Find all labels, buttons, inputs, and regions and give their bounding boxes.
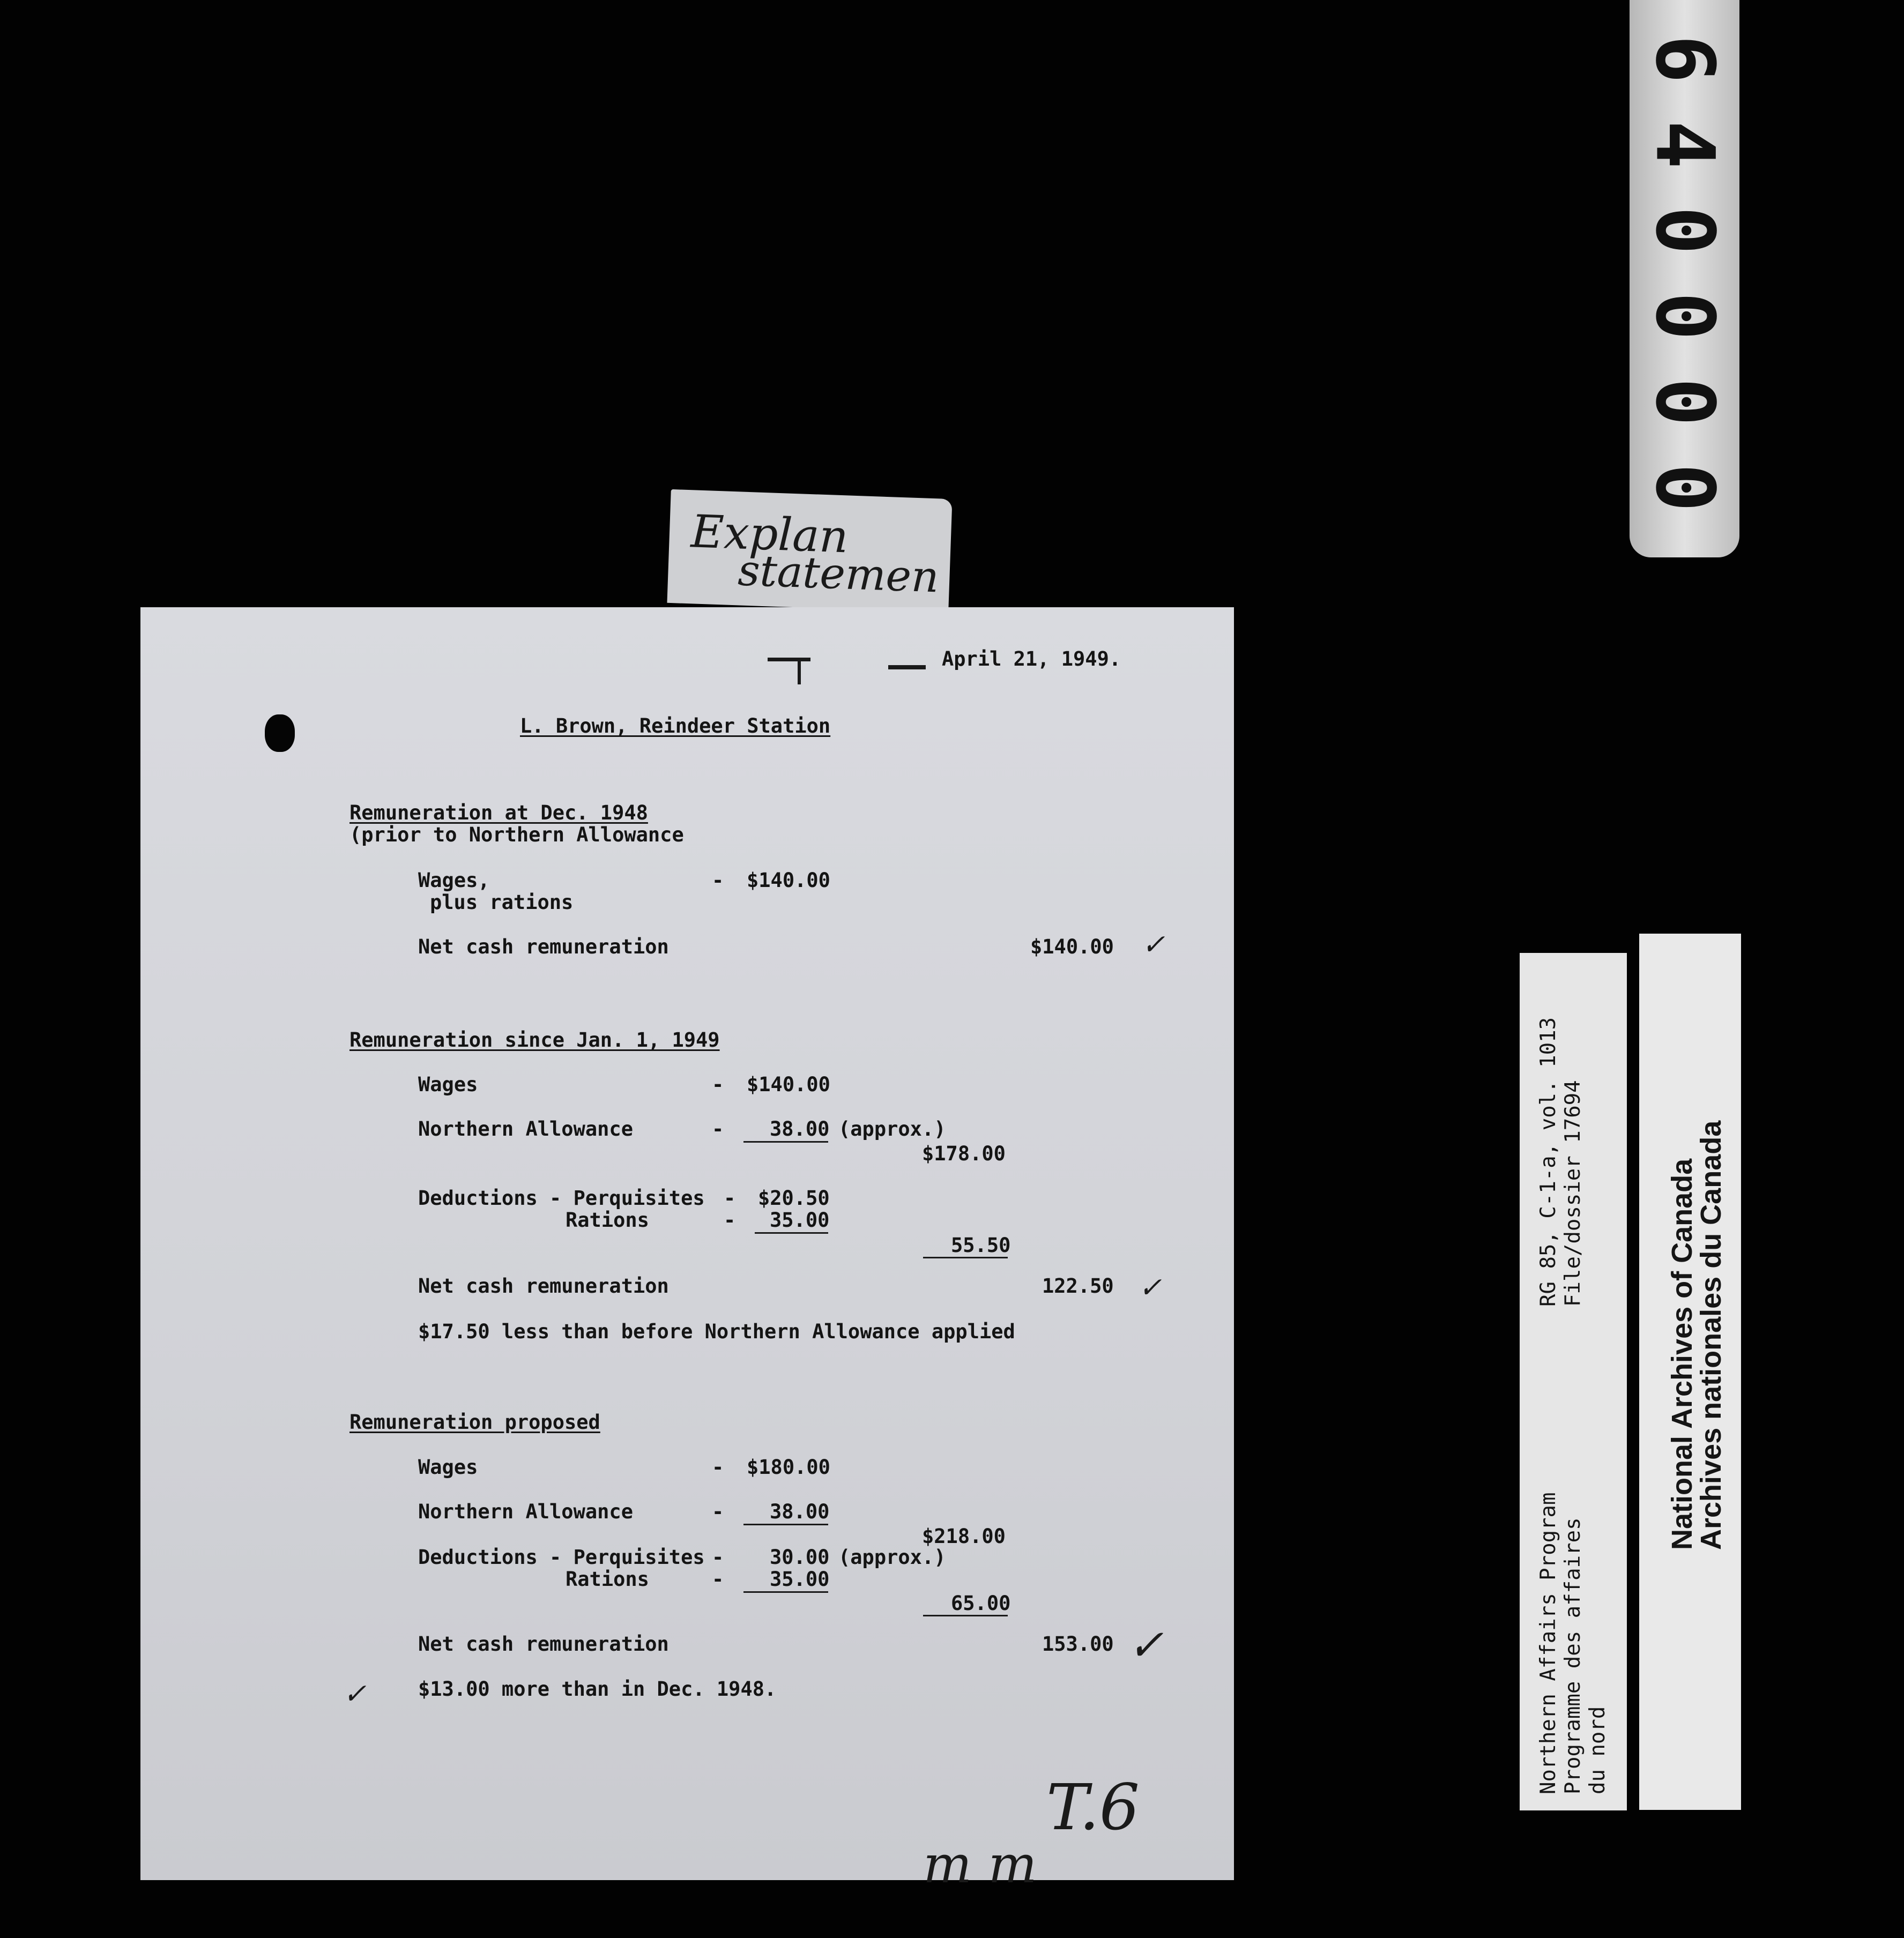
s3-rations-value: 35.00 (770, 1568, 830, 1591)
s2-allowance-value: 38.00 (770, 1117, 830, 1141)
counter-digit: 4 (1638, 120, 1731, 169)
national-archives-fr: Archives nationales du Canada (1695, 1120, 1727, 1550)
s3-deductions-note: (approx.) (838, 1546, 946, 1569)
check-mark: ✓ (1128, 1620, 1164, 1670)
s2-net-value: 122.50 (1042, 1274, 1114, 1298)
s3-wages-label: Wages (418, 1456, 478, 1479)
s1-net-value: $140.00 (1030, 935, 1114, 958)
section1-subheading: (prior to Northern Allowance (349, 823, 684, 846)
s1-wages-dash: - (712, 869, 724, 892)
s2-note: $17.50 less than before Northern Allowance applied (418, 1320, 1015, 1343)
s2-deductions-label: Deductions - Perquisites (418, 1187, 705, 1210)
s3-allowance-label: Northern Allowance (418, 1500, 633, 1523)
tab-note (667, 489, 952, 613)
stray-mark (768, 658, 810, 661)
s3-allowance-dash: - (712, 1500, 724, 1523)
letter-title: L. Brown, Reindeer Station (520, 714, 831, 737)
s2-wages-label: Wages (418, 1073, 478, 1096)
tab-note-line2: statemen (737, 545, 940, 602)
rule (743, 1591, 828, 1593)
national-archives-en: National Archives of Canada (1666, 1158, 1698, 1550)
s2-subtotal: $178.00 (922, 1142, 1006, 1165)
stray-mark (888, 665, 926, 669)
s2-deductions-dash: - (724, 1187, 736, 1210)
counter-digit: 0 (1638, 292, 1731, 341)
stray-mark (798, 658, 801, 684)
check-mark: ✓ (343, 1678, 367, 1710)
s3-subtotal: $218.00 (922, 1525, 1006, 1548)
document-sheet (140, 607, 1234, 1895)
rule (923, 1615, 1008, 1616)
section2-heading: Remuneration since Jan. 1, 1949 (349, 1028, 720, 1052)
program-line2: Programme des affaires (1561, 1517, 1585, 1794)
s3-rations-dash: - (712, 1568, 724, 1591)
s2-allowance-dash: - (712, 1117, 724, 1141)
s3-wages-value: $180.00 (747, 1456, 830, 1479)
rule (923, 1257, 1008, 1258)
program-line1: Northern Affairs Program (1536, 1492, 1560, 1794)
s2-rations-value: 35.00 (770, 1209, 830, 1232)
s1-wages-sub: plus rations (430, 891, 574, 914)
s2-allowance-label: Northern Allowance (418, 1117, 633, 1141)
s2-allowance-note: (approx.) (838, 1117, 946, 1141)
s1-net-label: Net cash remuneration (418, 935, 669, 958)
rule (743, 1524, 828, 1525)
s3-allowance-value: 38.00 (770, 1500, 830, 1523)
s2-deductions-value: $20.50 (758, 1187, 830, 1210)
section3-heading: Remuneration proposed (349, 1411, 600, 1434)
letter-date: April 21, 1949. (942, 647, 1121, 670)
counter-digit: 0 (1638, 206, 1731, 255)
s1-wages-label: Wages, (418, 869, 490, 892)
counter-digit: 0 (1638, 377, 1731, 427)
s3-deductions-label: Deductions - Perquisites (418, 1546, 705, 1569)
archive-reference-line2: File/dossier 17694 (1561, 1080, 1585, 1307)
handwritten-page-mark: T.6 (1046, 1770, 1140, 1844)
s1-wages-value: $140.00 (747, 869, 830, 892)
counter-digit: 0 (1638, 463, 1731, 512)
s3-wages-dash: - (712, 1456, 724, 1479)
s3-deductions-dash: - (712, 1546, 724, 1569)
s2-rations-label: Rations (566, 1209, 649, 1232)
tab-note-line1: Explan (690, 505, 850, 563)
s2-rations-dash: - (724, 1209, 736, 1232)
reel-counter (1630, 0, 1739, 557)
s3-rations-label: Rations (566, 1568, 649, 1591)
section1-heading: Remuneration at Dec. 1948 (349, 801, 648, 824)
s3-net-label: Net cash remuneration (418, 1633, 669, 1656)
handwritten-initials: m m (923, 1835, 1037, 1895)
punch-hole (265, 714, 295, 752)
rule (755, 1232, 828, 1234)
check-mark: ✓ (1142, 929, 1165, 961)
s3-net-value: 153.00 (1042, 1633, 1114, 1656)
s3-deductions-value: 30.00 (770, 1546, 830, 1569)
rule (743, 1141, 828, 1143)
archive-reference-line1: RG 85, C-1-a, vol. 1013 (1536, 1017, 1560, 1307)
archive-reference-label (1520, 953, 1627, 1810)
s2-wages-value: $140.00 (747, 1073, 830, 1096)
s2-deductions-total: 55.50 (951, 1234, 1011, 1257)
s3-deductions-total: 65.00 (951, 1592, 1011, 1615)
counter-digit: 6 (1638, 34, 1731, 84)
national-archives-label (1639, 934, 1741, 1810)
program-line3: du nord (1586, 1706, 1610, 1794)
s2-wages-dash: - (712, 1073, 724, 1096)
s2-net-label: Net cash remuneration (418, 1274, 669, 1298)
s3-note: $13.00 more than in Dec. 1948. (418, 1678, 777, 1701)
check-mark: ✓ (1139, 1272, 1162, 1304)
